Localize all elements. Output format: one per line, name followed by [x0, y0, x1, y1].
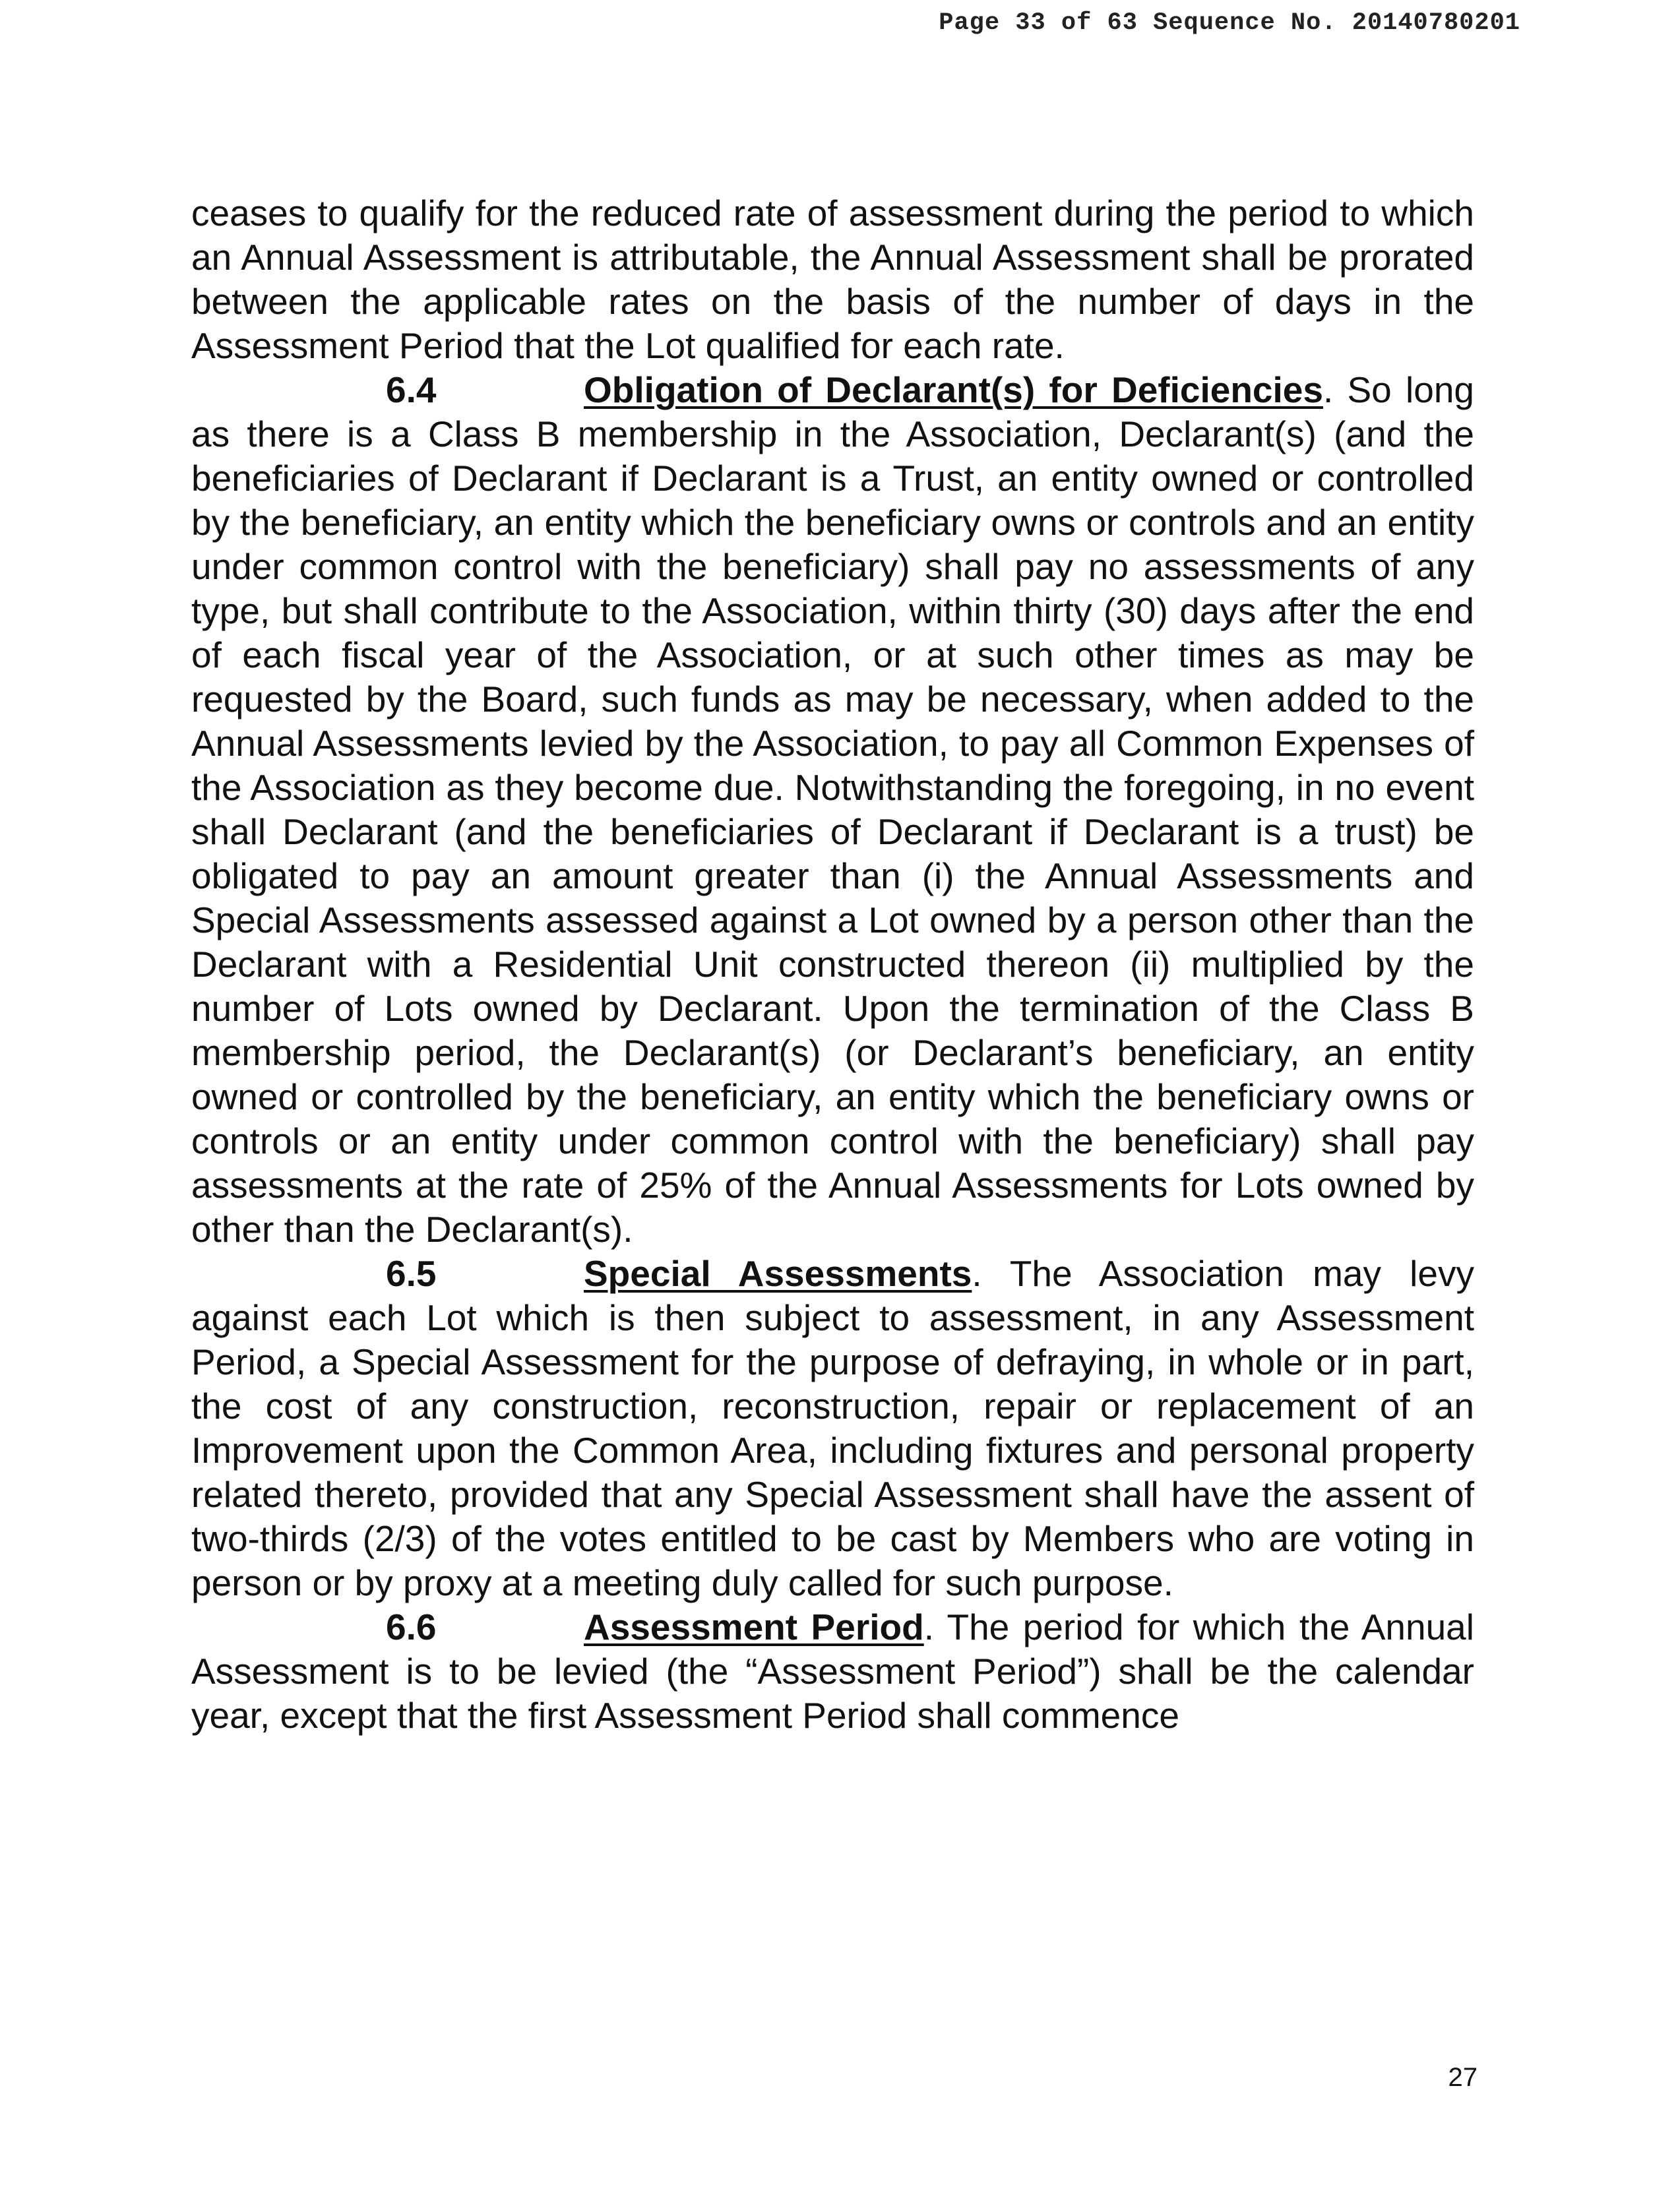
section-title: Assessment Period [584, 1607, 924, 1647]
section-body: . The Association may levy against each Lot which is then subject to assessment, in any Assessment Period, a Special Assessment for the purpose of defraying, in whole or in part, the cost of any construction, reconstruction, repair or replacement of an Improvement upon the Common Area, including fixtures and personal property related thereto, provided that any Special Assessment shall have the assent of two-thirds (2/3) of the votes entitled to be cast by Members who are voting in person or by proxy at a meeting duly called for such purpose. [191, 1253, 1474, 1603]
intro-paragraph: ceases to qualify for the reduced rate of assessment during the period to which an Annual Assessment is attributable, the Annual Assessment shall be prorated between the applicable rates on the basis of the number of days in the Assessment Period that the Lot qualified for each rate. [191, 193, 1474, 366]
page-number: 27 [1448, 2063, 1478, 2092]
section-6-5 [191, 1252, 1474, 1605]
page-header: Page 33 of 63 Sequence No. 20140780201 [939, 9, 1520, 37]
section-6-6 [191, 1605, 1474, 1738]
section-title: Obligation of Declarant(s) for Deficiencies [584, 369, 1323, 410]
section-6-4 [191, 368, 1474, 1252]
document-body [191, 191, 1474, 1738]
section-title: Special Assessments [584, 1253, 972, 1294]
section-number: 6.4 [386, 369, 437, 410]
section-number: 6.5 [386, 1253, 437, 1294]
section-number: 6.6 [386, 1607, 437, 1647]
section-body: . The period for which the Annual Assessment is to be levied (the “Assessment Period”) shall be the calendar year, except that the first Assessment Period shall commence [191, 1607, 1474, 1736]
section-body: . So long as there is a Class B membership in the Association, Declarant(s) (and the beneficiaries of Declarant if Declarant is a Trust, an entity owned or controlled by the beneficiary, an entity which the beneficiary owns or controls and an entity under common control with the beneficiary) shall pay no assessments of any type, but shall contribute to the Association, within thirty (30) days after the end of each fiscal year of the Association, or at such other times as may be requested by the Board, such funds as may be necessary, when added to the Annual Assessments levied by the Association, to pay all Common Expenses of the Association as they become due. Notwithstanding the foregoing, in no event shall Declarant (and the beneficiaries of Declarant if Declarant is a trust) be obligated to pay an amount greater than (i) the Annual Assessments and Special Assessments assessed against a Lot owned by a person other than the Declarant with a Residential Unit constructed thereon (ii) multiplied by the number of Lots owned by Declarant. Upon the termination of the Class B membership period, the Declarant(s) (or Declarant’s beneficiary, an entity owned or controlled by the beneficiary, an entity which the beneficiary owns or controls or an entity under common control with the beneficiary) shall pay assessments at the rate of 25% of the Annual Assessments for Lots owned by other than the Declarant(s). [191, 369, 1474, 1250]
